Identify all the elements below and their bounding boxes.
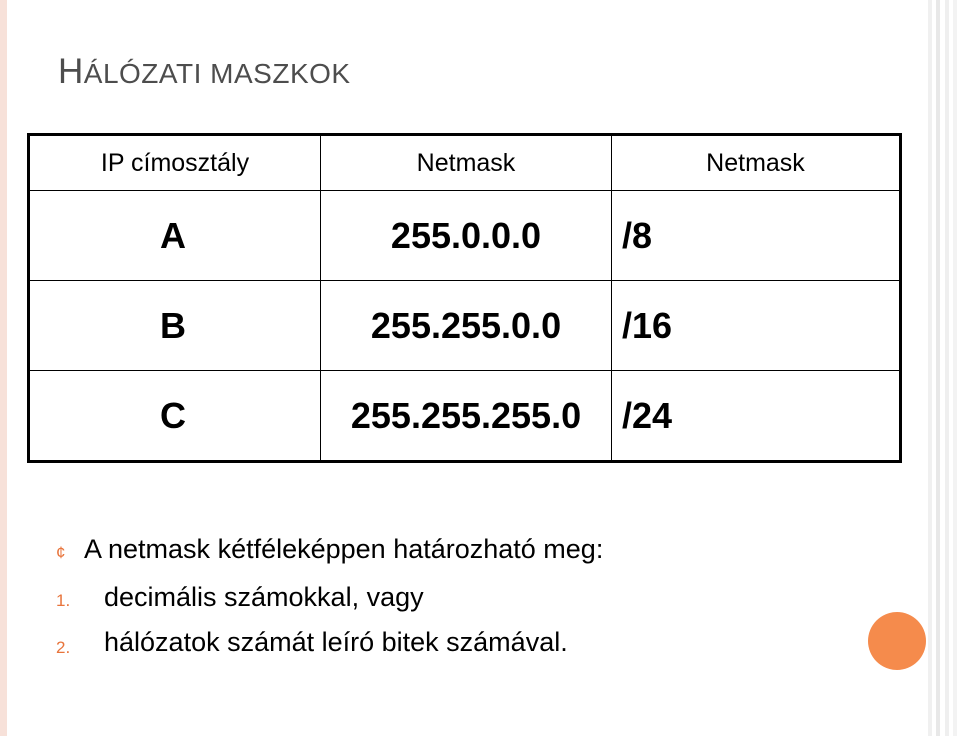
cidr-cell: /16 — [612, 281, 901, 371]
class-cell: C — [29, 371, 321, 462]
class-cell: B — [29, 281, 321, 371]
header-ip-class: IP címosztály — [29, 135, 321, 191]
mask-cell: 255.255.0.0 — [321, 281, 612, 371]
list-item: hálózatok számát leíró bitek számával. — [104, 627, 568, 657]
header-netmask-decimal: Netmask — [321, 135, 612, 191]
list-item-number: 2. — [56, 638, 71, 657]
accent-circle — [868, 612, 926, 670]
mask-cell: 255.255.255.0 — [321, 371, 612, 462]
bullet-marker-icon: ¢ — [56, 543, 66, 562]
mask-cell: 255.0.0.0 — [321, 191, 612, 281]
header-netmask-cidr: Netmask — [612, 135, 901, 191]
list-item: decimális számokkal, vagy — [104, 582, 424, 612]
slide-title-initial: H — [58, 52, 84, 91]
class-cell: A — [29, 191, 321, 281]
slide-title-rest: ÁLÓZATI MASZKOK — [83, 58, 351, 89]
bullet-main-text: A netmask kétféleképpen határozható meg: — [84, 534, 604, 564]
list-item-number: 1. — [56, 591, 71, 610]
cidr-cell: /8 — [612, 191, 901, 281]
cidr-cell: /24 — [612, 371, 901, 462]
